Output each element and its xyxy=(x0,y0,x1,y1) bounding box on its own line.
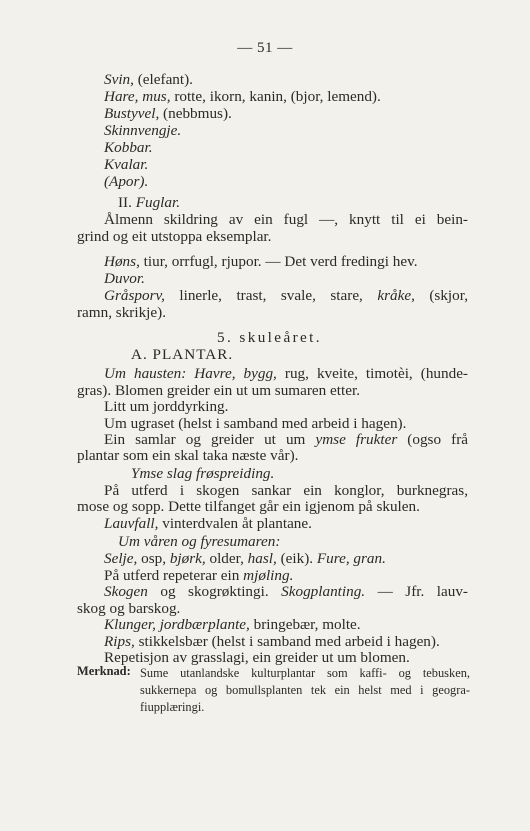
emphasis: Kvalar. xyxy=(104,156,149,173)
year-heading: 5. skuleåret. xyxy=(217,329,323,346)
text: older, xyxy=(205,550,248,567)
paragraph-line: På utferd i skogen sankar ein konglor, burknegras, xyxy=(104,482,468,499)
text: (ogso frå xyxy=(397,431,468,448)
emphasis: Klunger, jordbærplante, xyxy=(104,616,250,633)
text: På utferd repeterar ein xyxy=(104,567,244,584)
list-item xyxy=(104,172,148,191)
note-label: Merknad: xyxy=(77,664,131,678)
emphasis: bjørk, xyxy=(169,550,206,567)
text: rotte, ikorn, kanin, (bjor, lemend). xyxy=(170,88,381,105)
heading-number: II. xyxy=(118,194,136,211)
emphasis: Um hausten: Havre, bygg, xyxy=(104,365,277,382)
emphasis: kråke, xyxy=(377,287,415,304)
text: Ein samlar og greider ut um xyxy=(104,431,316,448)
emphasis: Høns, xyxy=(104,253,140,270)
text: bringebær, molte. xyxy=(249,616,361,633)
emphasis: Kobbar. xyxy=(104,139,153,156)
text: (skjor, xyxy=(414,287,468,304)
paragraph-line: Um ugraset (helst i samband med arbeid i hagen). xyxy=(104,415,407,432)
emphasis: Selje, xyxy=(104,550,138,567)
paragraph-line: ramn, skrikje). xyxy=(77,304,166,321)
emphasis: Skogen xyxy=(104,583,148,600)
section-heading xyxy=(131,345,233,364)
text: — Jfr. lauv- xyxy=(365,583,468,600)
heading-text: Fuglar. xyxy=(135,194,181,211)
page-number: — 51 — xyxy=(237,40,293,56)
emphasis: Um våren og fyresumaren: xyxy=(118,533,281,550)
emphasis: Skogplanting. xyxy=(281,583,366,600)
emphasis: Rips, xyxy=(104,633,135,650)
emphasis: Gråsporv, xyxy=(104,287,165,304)
text: (elefant). xyxy=(133,71,193,88)
emphasis: Skinnvengje. xyxy=(104,122,182,139)
paragraph-line: Litt um jorddyrking. xyxy=(104,398,229,415)
paragraph-line: gras). Blomen greider ein ut um sumaren etter. xyxy=(77,382,360,399)
note-line: fiupplæringi. xyxy=(140,700,205,714)
text: (nebbmus). xyxy=(159,105,232,122)
emphasis: Bustyvel, xyxy=(104,105,160,122)
text: osp, xyxy=(137,550,170,567)
text: linerle, trast, svale, stare, xyxy=(164,287,378,304)
emphasis: (Apor). xyxy=(104,173,149,190)
text: rug, kveite, timotèi, (hunde- xyxy=(276,365,468,382)
emphasis: Ymse slag frøspreiding. xyxy=(131,465,275,482)
paragraph-line: grind og eit utstoppa eksemplar. xyxy=(77,228,272,245)
paragraph-line: skog og barskog. xyxy=(77,600,181,617)
text: tiur, orrfugl, rjupor. — Det verd fredingi hev. xyxy=(139,253,418,270)
paragraph-line: mose og sopp. Dette tilfanget går ein igjenom på skulen. xyxy=(77,498,420,515)
list-item xyxy=(104,252,418,271)
emphasis: Hare, mus, xyxy=(104,88,171,105)
emphasis: Lauvfall, xyxy=(104,515,159,532)
section-title: A. PLANTAR. xyxy=(131,346,234,363)
note-line: Sume utanlandske kulturplantar som kaffi- og tebusken, xyxy=(140,666,470,680)
paragraph-line: Repetisjon av grasslagi, ein greider ut um blomen. xyxy=(104,649,410,666)
note-line: sukkernepa og bomullsplanten tek ein helst med i geogra- xyxy=(140,683,470,697)
emphasis: ymse frukter xyxy=(315,431,398,448)
emphasis: hasl, xyxy=(247,550,277,567)
emphasis: Fure, gran. xyxy=(316,550,386,567)
text: vinterdvalen åt plantane. xyxy=(158,515,312,532)
emphasis: Svin, xyxy=(104,71,134,88)
text: (eik). xyxy=(276,550,317,567)
paragraph-line xyxy=(104,514,312,533)
paragraph-line: Ålmenn skildring av ein fugl —, knytt til ei bein- xyxy=(104,211,468,228)
emphasis: mjøling. xyxy=(243,567,294,584)
emphasis: Duvor. xyxy=(104,270,145,287)
text: stikkelsbær (helst i samband med arbeid i hagen). xyxy=(134,633,440,650)
text: og skogrøktingi. xyxy=(147,583,282,600)
paragraph-line: plantar som ein skal taka næste vår). xyxy=(77,447,299,464)
